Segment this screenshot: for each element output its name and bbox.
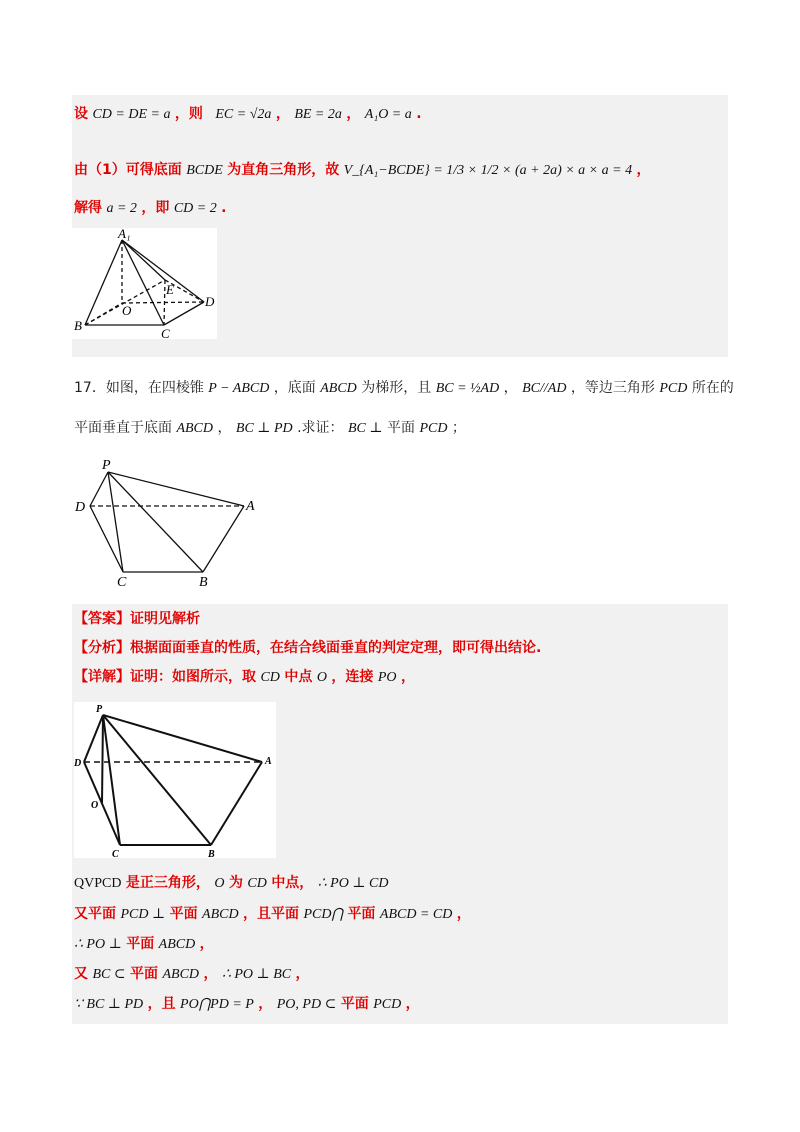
line-solve-a: 解得 a = 2 ，即 CD = 2 . <box>74 200 227 216</box>
label-C: C <box>161 326 170 339</box>
ans-label-B: B <box>208 849 215 858</box>
line-volume-equation: 由（1）可得底面 BCDE 为直角三角形，故 V_{A₁−BCDE} = 1/3 × 1/2 × (a + 2a) × a × a = 4 ， <box>74 162 651 178</box>
ans-label-P: P <box>96 704 103 715</box>
ans-label-D: D <box>74 758 82 769</box>
detail-intro: 【详解】证明：如图所示，取 CD 中点 O ，连接 PO ， <box>74 669 415 685</box>
ans-label-O: O <box>91 800 99 811</box>
proof-step-1: QVPCD 是正三角形， O 为 CD 中点， ∴ PO ⊥ CD <box>74 875 389 891</box>
label-D: D <box>205 294 215 309</box>
ans-label-A: A <box>265 756 272 767</box>
answer-label: 【答案】证明见解析 <box>74 611 200 627</box>
pyramid-figure-q17 <box>72 458 262 588</box>
q17-label-C: C <box>117 575 127 588</box>
proof-step-5: ∵ BC ⊥ PD ，且 PO⋂PD = P ， PO, PD ⊂ 平面 PCD ， <box>74 996 420 1012</box>
q17-label-B: B <box>199 575 208 588</box>
pyramid-figure-top <box>72 228 217 339</box>
q17-label-P: P <box>102 458 111 473</box>
q17-line-1: 17．如图，在四棱锥 P − ABCD ，底面 ABCD 为梯形，且 BC = ½AD ， BC//AD ，等边三角形 PCD 所在的 <box>74 380 734 396</box>
q17-label-D: D <box>75 500 86 515</box>
q17-line-2: 平面垂直于底面 ABCD ， BC ⊥ PD .求证： BC ⊥ 平面 PCD ； <box>74 420 466 436</box>
analysis-label: 【分析】根据面面垂直的性质，在结合线面垂直的判定定理，即可得出结论. <box>74 640 542 656</box>
pyramid-figure-answer <box>74 702 276 858</box>
proof-step-4: 又 BC ⊂ 平面 ABCD ， ∴ PO ⊥ BC ， <box>74 966 310 982</box>
ans-label-C: C <box>112 849 119 858</box>
proof-step-2: 又平面 PCD ⊥ 平面 ABCD ，且平面 PCD⋂ 平面 ABCD = CD ， <box>74 906 471 922</box>
label-O: O <box>122 303 132 318</box>
line-set-variables: 设 CD = DE = a ，则 EC = √2a ， BE = 2a ， A₁O = a . <box>74 106 422 122</box>
proof-step-3: ∴ PO ⊥ 平面 ABCD ， <box>74 936 214 952</box>
label-A1: A₁ <box>118 228 131 241</box>
label-E: E <box>166 282 174 297</box>
label-B: B <box>74 318 82 333</box>
q17-label-A: A <box>246 499 255 514</box>
